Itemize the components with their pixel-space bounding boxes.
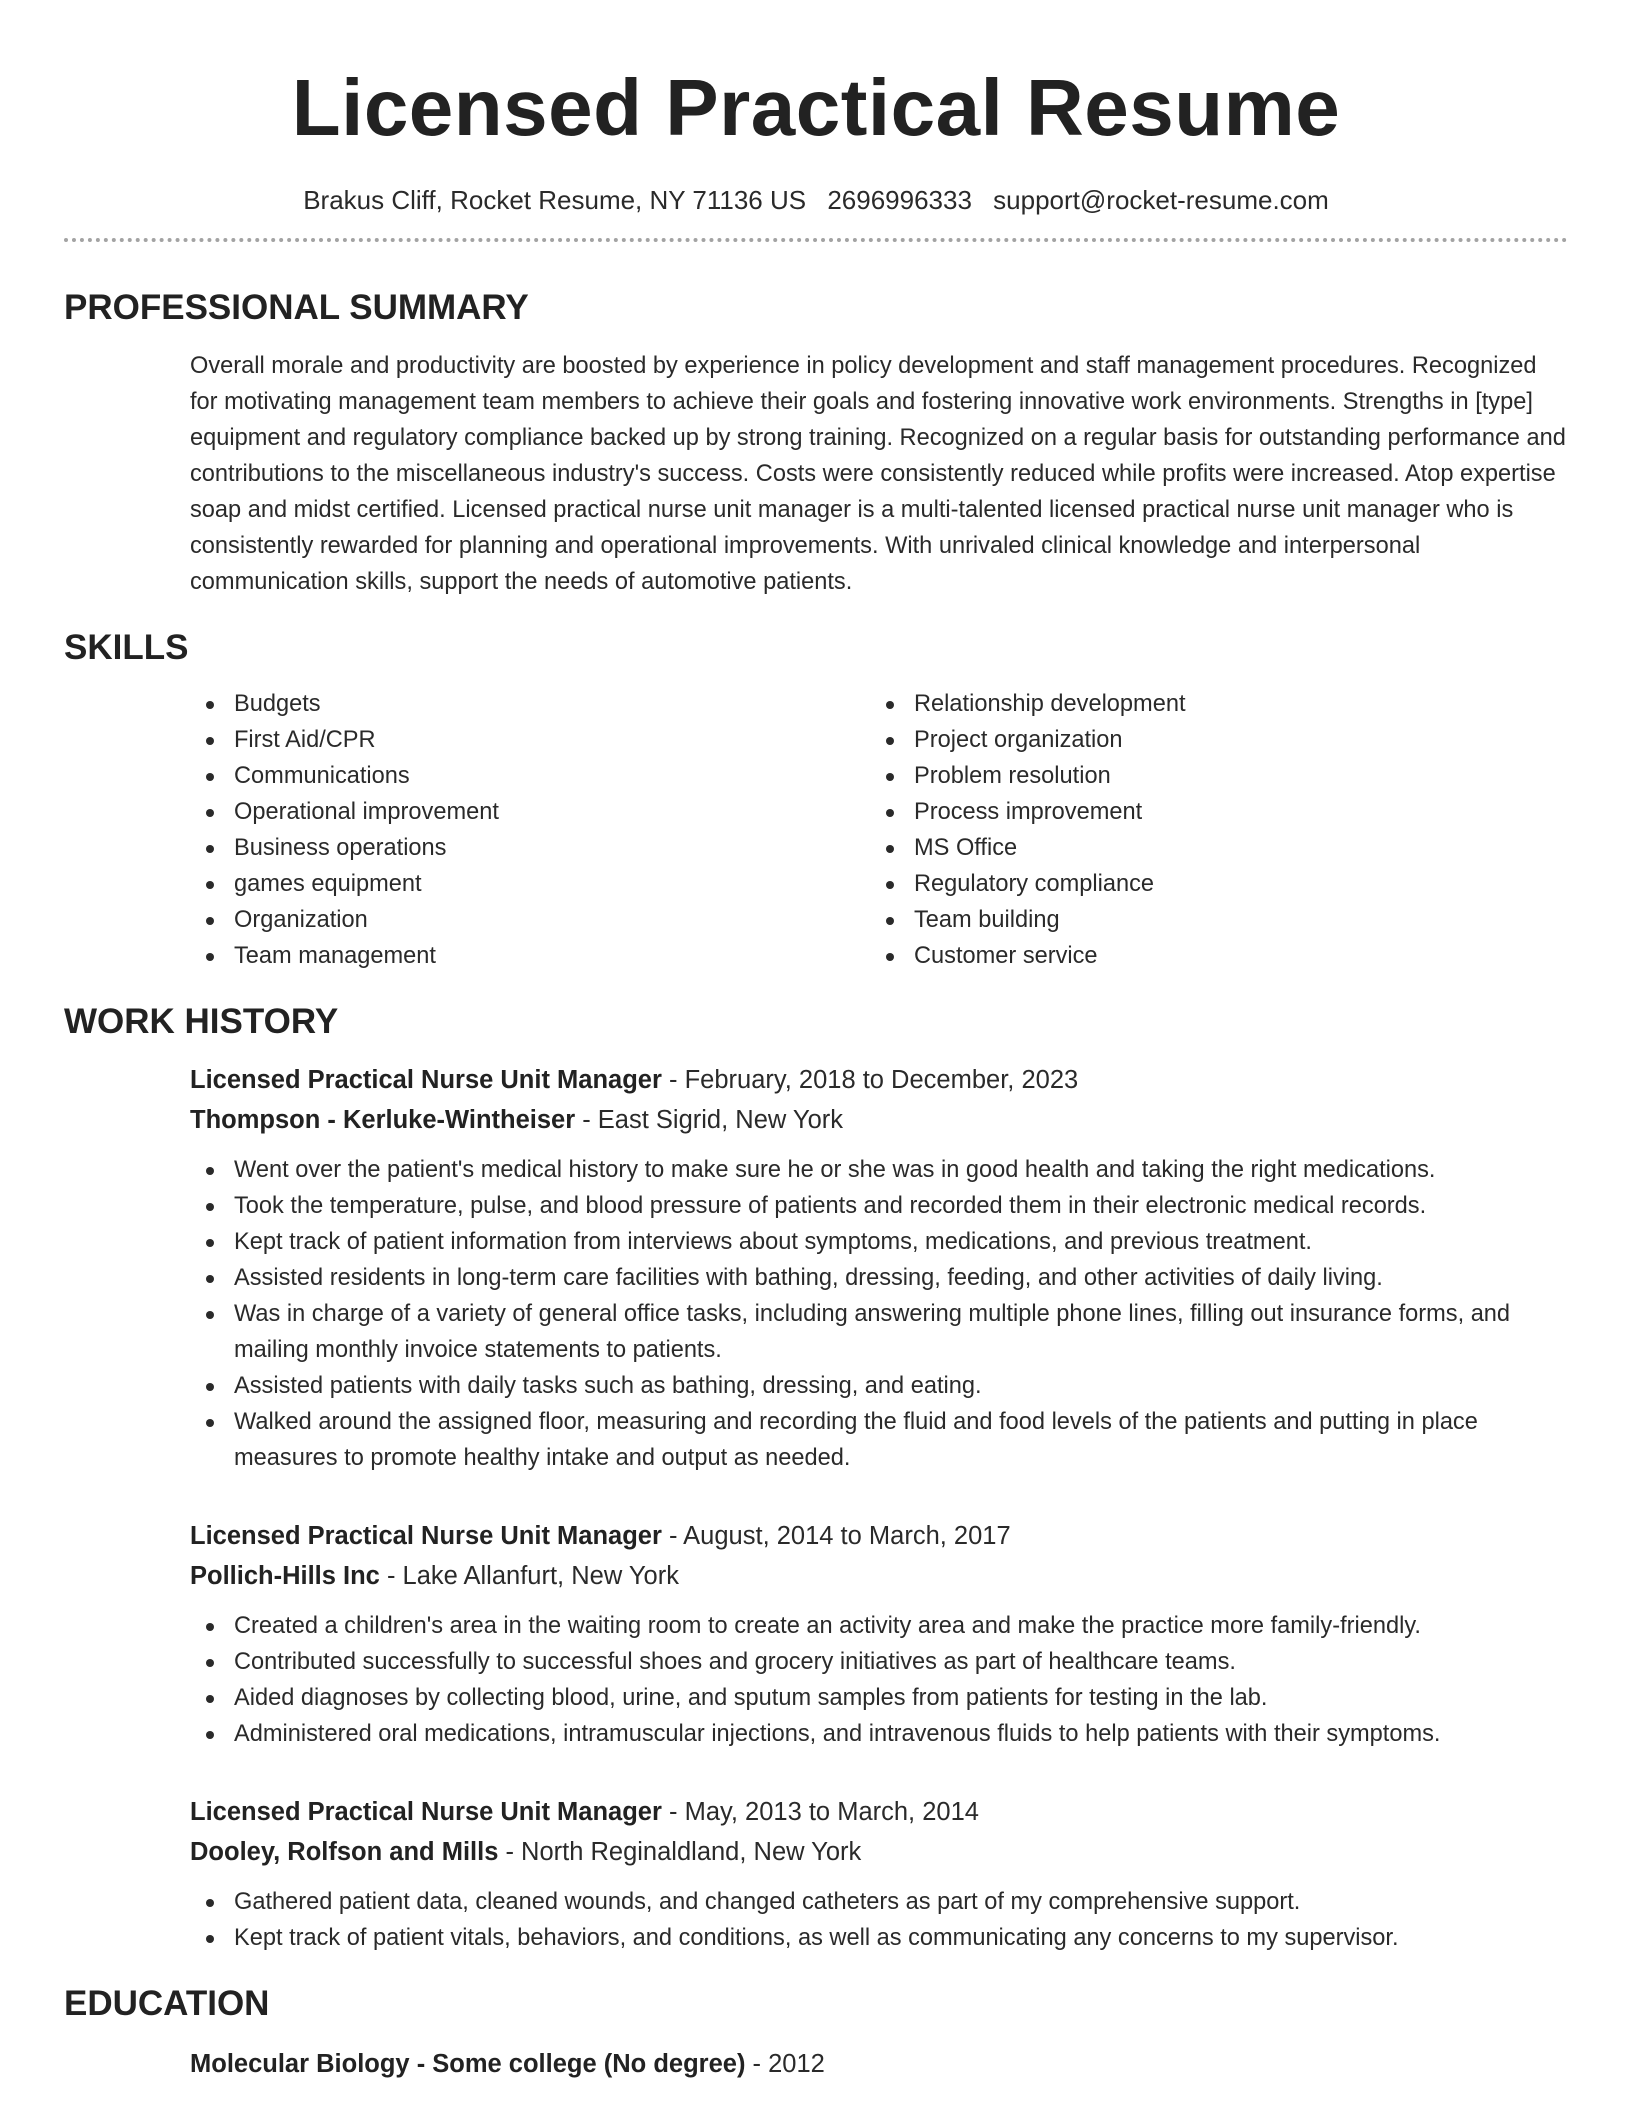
- summary-heading: PROFESSIONAL SUMMARY: [64, 288, 529, 327]
- bullet-icon: [206, 773, 214, 781]
- education-year: - 2012: [745, 2050, 825, 2078]
- work-history-heading: WORK HISTORY: [64, 1002, 339, 1041]
- duty-item: Kept track of patient information from interviews about symptoms, medications, and previous treatment.: [190, 1224, 1568, 1260]
- bullet-icon: [206, 1623, 214, 1631]
- duty-item: Assisted patients with daily tasks such as bathing, dressing, and eating.: [190, 1368, 1568, 1404]
- bullet-icon: [206, 1731, 214, 1739]
- job-entry: [190, 1060, 1568, 1476]
- job-title-line: [190, 1516, 1568, 1556]
- duty-item: Was in charge of a variety of general office tasks, including answering multiple phone lines, filling out insurance forms, and mailing monthly invoice statements to patients.: [190, 1296, 1568, 1368]
- duty-item: Went over the patient's medical history to make sure he or she was in good health and taking the right medications.: [190, 1152, 1568, 1188]
- duty-item: Took the temperature, pulse, and blood pressure of patients and recorded them in their electronic medical records.: [190, 1188, 1568, 1224]
- skills-columns: [190, 686, 1568, 974]
- skills-list-right: [870, 686, 1550, 974]
- bullet-icon: [206, 1935, 214, 1943]
- summary-text: Overall morale and productivity are boosted by experience in policy development and staff management procedures. Recognized for motivating management team members to achieve their goals and fostering innovative work environments. Strengths in [type] equipment and regulatory compliance backed up by strong training. Recognized on a regular basis for outstanding performance and contributions to the miscellaneous industry's success. Costs were consistently reduced while profits were increased. Atop expertise soap and midst certified. Licensed practical nurse unit manager is a multi-talented licensed practical nurse unit manager who is consistently rewarded for planning and operational improvements. With unrivaled clinical knowledge and interpersonal communication skills, support the needs of automotive patients.: [190, 353, 1566, 595]
- skill-item: Customer service: [870, 938, 1550, 974]
- job-entry: [190, 1792, 1568, 1956]
- bullet-icon: [886, 953, 894, 961]
- duty-item: Administered oral medications, intramuscular injections, and intravenous fluids to help patients with their symptoms.: [190, 1716, 1568, 1752]
- skill-item: Team management: [190, 938, 870, 974]
- skill-item: Communications: [190, 758, 870, 794]
- bullet-icon: [206, 845, 214, 853]
- job-location: - Lake Allanfurt, New York: [379, 1562, 679, 1590]
- job-company: Pollich-Hills Inc: [190, 1562, 380, 1590]
- skill-item: Budgets: [190, 686, 870, 722]
- bullet-icon: [206, 1419, 214, 1427]
- bullet-icon: [206, 1383, 214, 1391]
- skill-item: Team building: [870, 902, 1550, 938]
- duty-item: Aided diagnoses by collecting blood, urine, and sputum samples from patients for testing in the lab.: [190, 1680, 1568, 1716]
- job-duties: [190, 1884, 1568, 1956]
- job-company: Dooley, Rolfson and Mills: [190, 1838, 499, 1866]
- skill-item: Relationship development: [870, 686, 1550, 722]
- bullet-icon: [886, 809, 894, 817]
- skill-item: games equipment: [190, 866, 870, 902]
- skill-item: Regulatory compliance: [870, 866, 1550, 902]
- job-title: Licensed Practical Nurse Unit Manager: [190, 1066, 662, 1094]
- bullet-icon: [206, 809, 214, 817]
- bullet-icon: [206, 1275, 214, 1283]
- job-company: Thompson - Kerluke-Wintheiser: [190, 1106, 576, 1134]
- job-duties: [190, 1608, 1568, 1752]
- job-company-line: [190, 1100, 1568, 1140]
- job-dates: - May, 2013 to March, 2014: [661, 1798, 979, 1826]
- job-location: - North Reginaldland, New York: [498, 1838, 862, 1866]
- job-title: Licensed Practical Nurse Unit Manager: [190, 1522, 662, 1550]
- skill-item: Process improvement: [870, 794, 1550, 830]
- bullet-icon: [206, 1659, 214, 1667]
- bullet-icon: [886, 845, 894, 853]
- skill-item: Project organization: [870, 722, 1550, 758]
- job-dates: - August, 2014 to March, 2017: [661, 1522, 1011, 1550]
- job-entry: [190, 1516, 1568, 1752]
- bullet-icon: [206, 1167, 214, 1175]
- header-divider: [64, 238, 1568, 242]
- contact-address: Brakus Cliff, Rocket Resume, NY 71136 US: [303, 185, 807, 215]
- education-entry: [190, 2044, 1568, 2084]
- bullet-icon: [886, 881, 894, 889]
- bullet-icon: [886, 701, 894, 709]
- bullet-icon: [206, 917, 214, 925]
- resume-title: Licensed Practical Resume: [291, 63, 1341, 152]
- bullet-icon: [206, 1695, 214, 1703]
- duty-item: Assisted residents in long-term care facilities with bathing, dressing, feeding, and other activities of daily living.: [190, 1260, 1568, 1296]
- skill-item: Problem resolution: [870, 758, 1550, 794]
- job-title: Licensed Practical Nurse Unit Manager: [190, 1798, 662, 1826]
- skill-item: Operational improvement: [190, 794, 870, 830]
- duty-item: Walked around the assigned floor, measuring and recording the fluid and food levels of the patients and putting in place measures to promote healthy intake and output as needed.: [190, 1404, 1568, 1476]
- skill-item: First Aid/CPR: [190, 722, 870, 758]
- bullet-icon: [206, 701, 214, 709]
- bullet-icon: [206, 1239, 214, 1247]
- job-title-line: [190, 1792, 1568, 1832]
- contact-line: [64, 184, 1568, 216]
- bullet-icon: [206, 953, 214, 961]
- bullet-icon: [206, 881, 214, 889]
- bullet-icon: [206, 1899, 214, 1907]
- bullet-icon: [886, 773, 894, 781]
- job-company-line: [190, 1556, 1568, 1596]
- job-duties: [190, 1152, 1568, 1476]
- bullet-icon: [886, 737, 894, 745]
- education-degree: Molecular Biology - Some college (No degree): [190, 2050, 746, 2078]
- contact-phone: 2696996333: [827, 185, 972, 215]
- bullet-icon: [206, 737, 214, 745]
- duty-item: Gathered patient data, cleaned wounds, and changed catheters as part of my comprehensive support.: [190, 1884, 1568, 1920]
- skill-item: MS Office: [870, 830, 1550, 866]
- skills-list-left: [190, 686, 870, 974]
- duty-item: Contributed successfully to successful shoes and grocery initiatives as part of healthcare teams.: [190, 1644, 1568, 1680]
- job-company-line: [190, 1832, 1568, 1872]
- bullet-icon: [206, 1203, 214, 1211]
- bullet-icon: [206, 1311, 214, 1319]
- duty-item: Created a children's area in the waiting room to create an activity area and make the practice more family-friendly.: [190, 1608, 1568, 1644]
- skill-item: Business operations: [190, 830, 870, 866]
- job-dates: - February, 2018 to December, 2023: [661, 1066, 1079, 1094]
- job-location: - East Sigrid, New York: [575, 1106, 844, 1134]
- duty-item: Kept track of patient vitals, behaviors, and conditions, as well as communicating any concerns to my supervisor.: [190, 1920, 1568, 1956]
- skill-item: Organization: [190, 902, 870, 938]
- contact-email: support@rocket-resume.com: [993, 185, 1329, 215]
- bullet-icon: [886, 917, 894, 925]
- skills-heading: SKILLS: [64, 628, 189, 667]
- education-heading: EDUCATION: [64, 1984, 270, 2023]
- job-title-line: [190, 1060, 1568, 1100]
